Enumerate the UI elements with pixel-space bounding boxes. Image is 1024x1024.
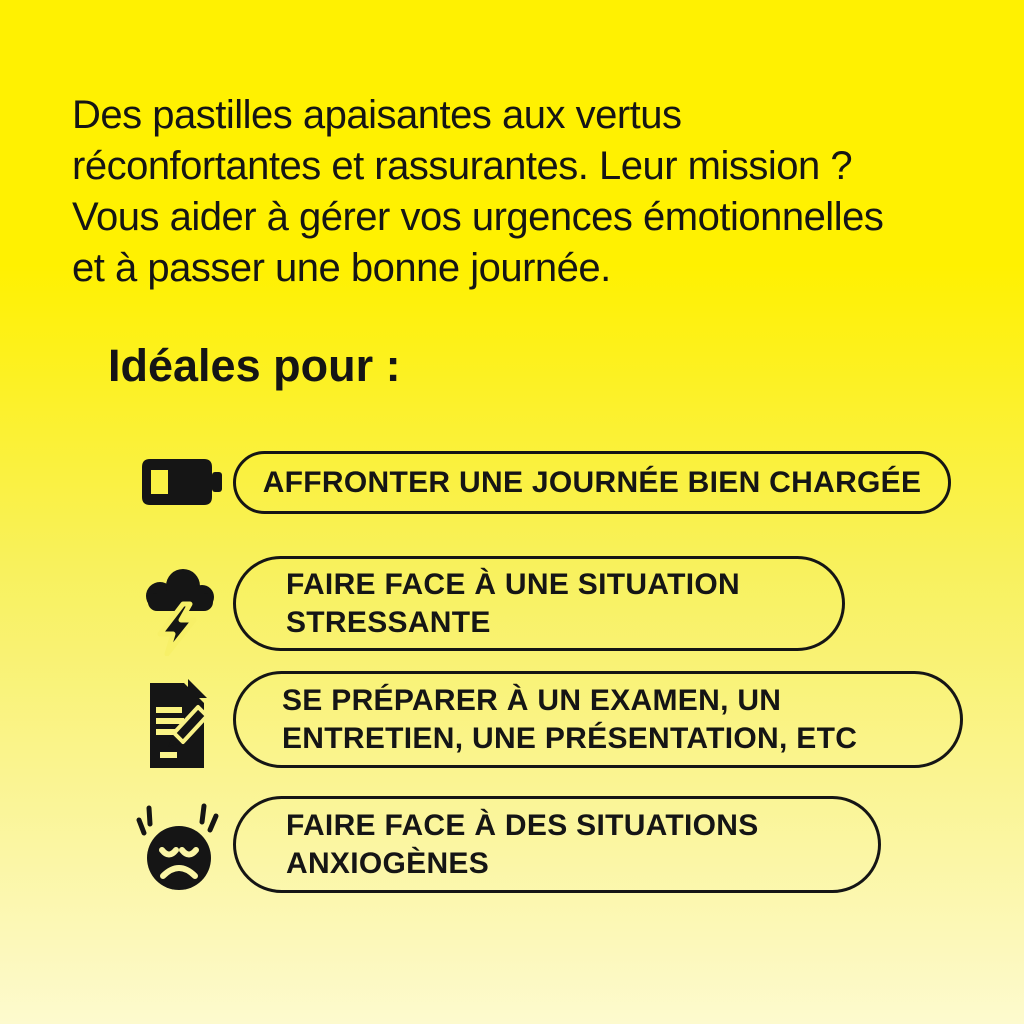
intro-line-3: Vous aider à gérer vos urgences émotionnelles <box>72 195 884 239</box>
benefit-pill-exam-preparation <box>233 671 963 768</box>
storm-cloud-lightning-icon <box>140 564 220 656</box>
benefit-label-line-2: STRESSANTE <box>286 605 491 639</box>
benefit-label-line-1: FAIRE FACE À DES SITUATIONS <box>286 808 759 842</box>
benefit-pill-busy-day <box>233 451 951 514</box>
section-heading: Idéales pour : <box>108 340 401 391</box>
low-battery-icon <box>140 457 224 507</box>
intro-line-1: Des pastilles apaisantes aux vertus <box>72 93 682 137</box>
intro-line-2: réconfortantes et rassurantes. Leur mission ? <box>72 144 853 188</box>
benefit-label-line-1: SE PRÉPARER À UN EXAMEN, UN <box>282 683 782 717</box>
benefit-pill-anxiety-situations <box>233 796 881 893</box>
intro-paragraph <box>72 90 883 294</box>
benefit-label-line-2: ANXIOGÈNES <box>286 846 490 880</box>
benefit-label-line-2: ENTRETIEN, UNE PRÉSENTATION, ETC <box>282 721 858 755</box>
anxious-face-icon <box>136 802 222 896</box>
intro-line-4: et à passer une bonne journée. <box>72 246 611 290</box>
document-pencil-icon <box>146 676 210 770</box>
benefit-pill-stressful-situation <box>233 556 845 651</box>
benefit-label: AFFRONTER UNE JOURNÉE BIEN CHARGÉE <box>262 465 922 499</box>
benefit-label-line-1: FAIRE FACE À UNE SITUATION <box>286 567 740 601</box>
